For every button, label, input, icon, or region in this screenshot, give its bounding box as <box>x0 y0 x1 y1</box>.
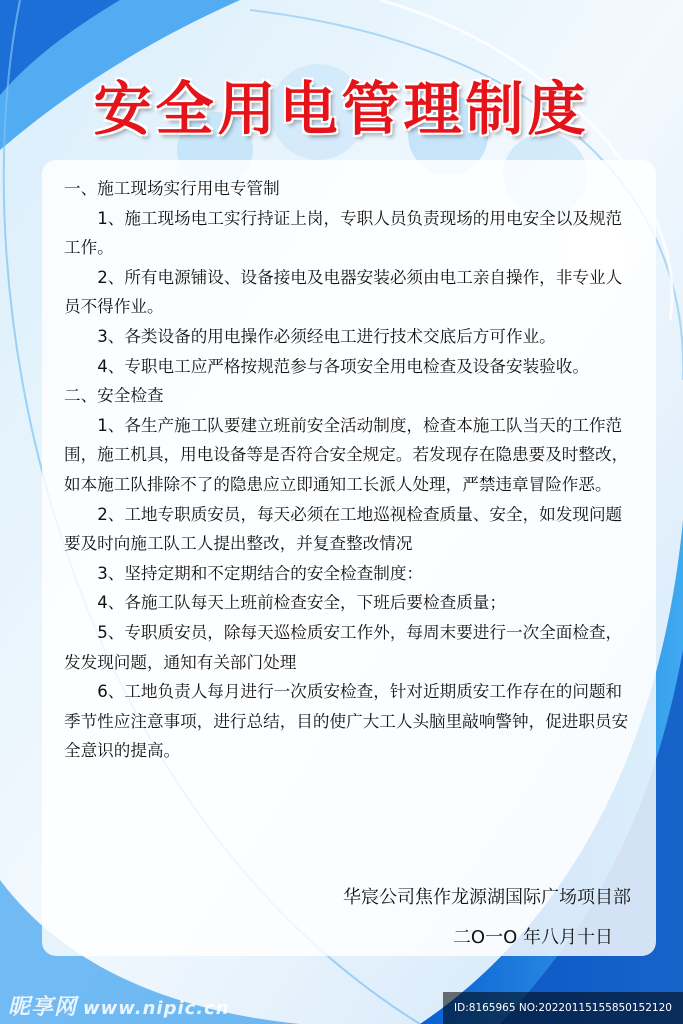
list-item: 4、各施工队每天上班前检查安全，下班后要检查质量； <box>97 593 506 613</box>
watermark-brand: 昵享网 <box>8 995 78 1020</box>
regulation-content <box>64 174 636 766</box>
section-heading: 二、安全检查 <box>64 386 164 406</box>
watermark-url: www.nipic.cn <box>83 998 230 1019</box>
organization-name: 华宸公司焦作龙源湖国际广场项目部 <box>343 887 631 908</box>
list-item: 1、施工现场电工实行持证上岗，专职人员负责现场的用电安全以及规范工作。 <box>64 208 623 258</box>
page-title: 安全用电管理制度 <box>93 75 590 143</box>
list-item: 2、工地专职质安员，每天必须在工地巡视检查质量、安全，如发现问题要及时向施工队工人提出整改，并复查整改情况 <box>64 504 623 554</box>
list-item: 1、各生产施工队要建立班前安全活动制度，检查本施工队当天的工作范围，施工机具，用电设备等是否符合安全规定。若发现存在隐患要及时整改，如本施工队排除不了的隐患应立即通知工长派人处理，严禁违章冒险作恶。 <box>64 415 629 494</box>
image-id-bar: ID:8165965 NO:20220115155850152120 <box>443 992 683 1024</box>
list-item: 5、专职质安员，除每天巡检质安工作外，每周末要进行一次全面检查，发发现问题，通知有关部门处理 <box>64 622 623 672</box>
list-item: 6、工地负责人每月进行一次质安检查，针对近期质安工作存在的问题和季节性应注意事项，进行总结，目的使广大工人头脑里敲响警钟，促进职员安全意识的提高。 <box>64 682 629 761</box>
list-item: 3、各类设备的用电操作必须经电工进行技术交底后方可作业。 <box>97 326 556 346</box>
signature-block <box>343 878 631 958</box>
list-item: 3、坚持定期和不定期结合的安全检查制度： <box>97 563 424 583</box>
section-heading: 一、施工现场实行用电专管制 <box>64 179 280 198</box>
watermark-logo <box>8 990 230 1021</box>
list-item: 2、所有电源铺设、设备接电及电器安装必须由电工亲自操作，非专业人员不得作业。 <box>64 267 623 317</box>
signature-date: 二O一O 年八月十日 <box>452 927 613 948</box>
list-item: 4、专职电工应严格按规范参与各项安全用电检查及设备安装验收。 <box>97 356 589 376</box>
